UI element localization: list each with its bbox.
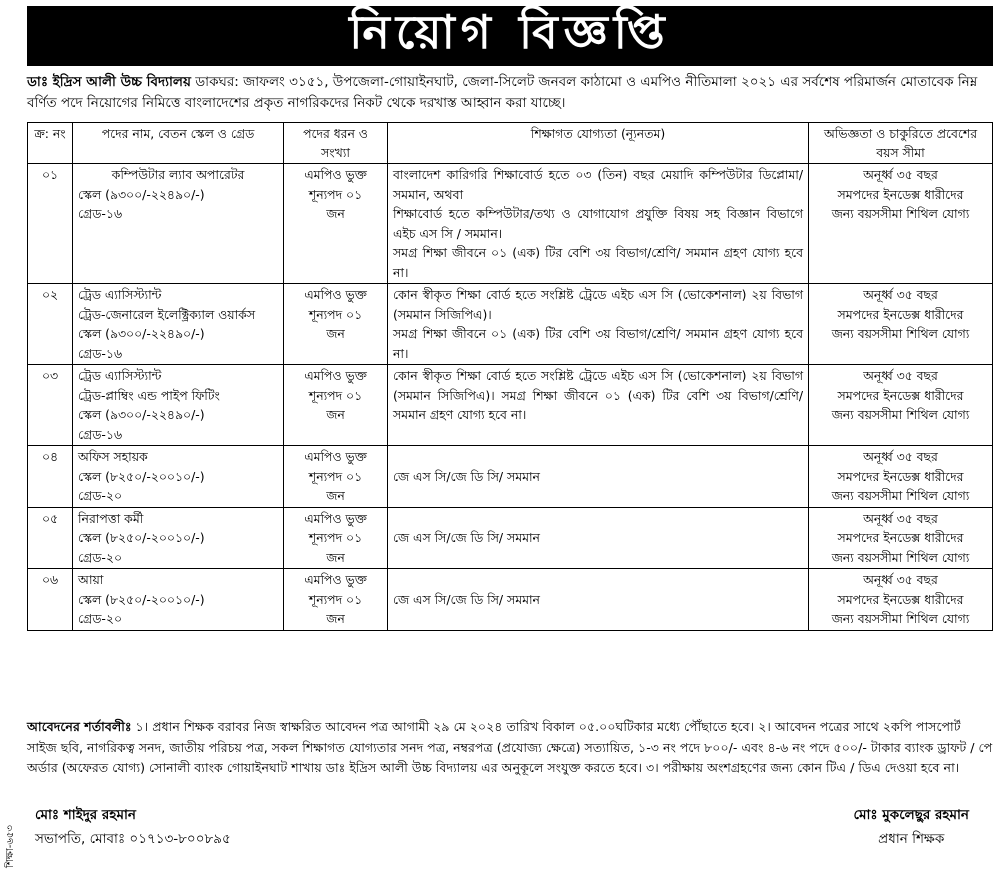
vacancy-unit: জন [326, 549, 345, 565]
qualification-cell [388, 446, 809, 508]
post-type: এমপিও ভুক্ত [304, 572, 367, 587]
conditions-label: আবেদনের শর্তাবলীঃ [27, 719, 132, 734]
vacancy-count: শূন্যপদ ০১ [308, 591, 363, 607]
age-limit-cell [809, 569, 993, 631]
signature-headmaster [853, 803, 969, 851]
qualification-text: জে এস সি/জে ডি সি/ সমমান [393, 591, 540, 607]
qualification-text: জে এস সি/জে ডি সি/ সমমান [393, 468, 540, 484]
post-type: এমপিও ভুক্ত [304, 449, 367, 464]
row-number: ০১ [28, 164, 73, 284]
signature-president [35, 803, 231, 851]
vacancy-count: শূন্যপদ ০১ [308, 387, 363, 403]
grade: গ্রেড-২০ [78, 611, 123, 626]
vacancy-unit: জন [326, 206, 345, 221]
post-type: এমপিও ভুক্ত [304, 510, 367, 526]
post-type-cell [284, 365, 388, 446]
post-cell [73, 569, 284, 631]
post-type-cell [284, 446, 388, 508]
age-limit-cell [809, 164, 993, 284]
grade: গ্রেড-১৬ [78, 345, 122, 361]
row-number: ০৫ [28, 507, 73, 569]
intro-text: ডাকঘর: জাফলং ৩১৫১, উপজেলা-গোয়াইনঘাট, জেলা-সিলেট জনবল কাঠামো ও এমপিও নীতিমালা ২০২১ এর সর্বশেষ পরিমার্জন মোতাবেক নিম্ন বর্ণিত পদে নিয়োগের নিমিত্তে বাংলাদেশের প্রকৃত নাগরিকদের নিকট থেকে দরখাস্ত আহ্বান করা যাচ্ছে। [27, 74, 978, 111]
age-relax-1: সমপদের ইনডেক্স ধারীদের [837, 591, 964, 607]
vacancy-table [27, 122, 993, 631]
post-cell [73, 507, 284, 569]
age-relax-1: সমপদের ইনডেক্স ধারীদের [837, 387, 964, 403]
post-cell [73, 365, 284, 446]
vacancy-count: শূন্যপদ ০১ [308, 468, 363, 484]
header-post: পদের নাম, বেতন স্কেল ও গ্রেড [73, 123, 284, 164]
age-limit-cell [809, 507, 993, 569]
pay-scale: স্কেল (৯৩০০/-২২৪৯০/-) [78, 326, 205, 341]
pay-scale: স্কেল (৮২৫০/-২০০১০/-) [78, 530, 205, 545]
qualification-cell [388, 284, 809, 365]
age-relax-1: সমপদের ইনডেক্স ধারীদের [837, 468, 964, 484]
row-number: ০৩ [28, 365, 73, 446]
post-type: এমপিও ভুক্ত [304, 167, 367, 182]
post-cell [73, 284, 284, 365]
qualification-text: কোন স্বীকৃত শিক্ষা বোর্ড হতে সংশ্লিষ্ট ট্রেডে এইচ এস সি (ভোকেশনাল) ২য় বিভাগ (সমমান সিজিপিএ)। [393, 287, 803, 322]
post-type: এমপিও ভুক্ত [304, 368, 367, 383]
table-row [28, 446, 993, 508]
age-limit-cell [809, 284, 993, 365]
side-code: শিক্ষা-৬৫৩ [5, 825, 16, 868]
grade: গ্রেড-২০ [78, 488, 123, 503]
age-limit: অনূর্ধ্ব ৩৫ বছর [863, 368, 938, 383]
post-type-cell [284, 569, 388, 631]
qualification-cell [388, 365, 809, 446]
vacancy-unit: জন [326, 488, 345, 503]
vacancy-count: শূন্যপদ ০১ [308, 530, 363, 545]
age-relax-1: সমপদের ইনডেক্স ধারীদের [837, 186, 964, 202]
post-type: এমপিও ভুক্ত [304, 287, 367, 302]
page-title-banner [27, 6, 993, 66]
vacancy-count: শূন্যপদ ০১ [308, 186, 363, 202]
qualification-text: সমগ্র শিক্ষা জীবনে ০১ (এক) টির বেশি ৩য় বিভাগ/শ্রেণি/ সমমান গ্রহণ যোগ্য হবে না। [393, 326, 803, 361]
age-relax-2: জন্য বয়সসীমা শিথিল যোগ্য [831, 549, 970, 565]
school-name: ডাঃ ইদ্রিস আলী উচ্চ বিদ্যালয় [27, 74, 191, 90]
age-relax-1: সমপদের ইনডেক্স ধারীদের [837, 306, 964, 322]
headmaster-title: প্রধান শিক্ষক [878, 831, 945, 847]
vacancy-unit: জন [326, 326, 345, 341]
grade: গ্রেড-২০ [78, 549, 123, 565]
qualification-text: সমগ্র শিক্ষা জীবনে ০১ (এক) টির বেশি ৩য় বিভাগ/শ্রেণি/ সমমান গ্রহণ যোগ্য হবে না। [393, 245, 803, 280]
age-relax-2: জন্য বয়সসীমা শিথিল যোগ্য [831, 326, 970, 341]
post-type-cell [284, 284, 388, 365]
table-row [28, 284, 993, 365]
post-type-cell [284, 164, 388, 284]
row-number: ০২ [28, 284, 73, 365]
qualification-cell [388, 507, 809, 569]
post-name: কম্পিউটার ল্যাব অপারেটর [111, 167, 245, 182]
grade: গ্রেড-১৬ [78, 426, 122, 442]
vacancy-unit: জন [326, 611, 345, 626]
table-row [28, 569, 993, 631]
intro-paragraph [27, 72, 993, 114]
age-relax-2: জন্য বয়সসীমা শিথিল যোগ্য [831, 407, 970, 422]
post-trade: ট্রেড-প্লাম্বিং এন্ড পাইপ ফিটিং [78, 387, 220, 403]
post-name: অফিস সহায়ক [78, 449, 148, 464]
age-limit: অনূর্ধ্ব ৩৫ বছর [863, 449, 938, 464]
qualification-text: শিক্ষাবোর্ড হতে কম্পিউটার/তথ্য ও যোগাযোগ প্রযুক্তি বিষয় সহ বিজ্ঞান বিভাগে এইচ এস সি / সমমান। [393, 206, 803, 241]
table-row [28, 507, 993, 569]
header-type: পদের ধরন ও সংখ্যা [284, 123, 388, 164]
post-type-cell [284, 507, 388, 569]
qualification-text: বাংলাদেশ কারিগরি শিক্ষাবোর্ড হতে ০৩ (তিন) বছর মেয়াদি কম্পিউটার ডিপ্লোমা/সমমান, অথবা [393, 167, 803, 202]
vacancy-unit: জন [326, 407, 345, 422]
president-title: সভাপতি, মোবাঃ ০১৭১৩-৮০০৮৯৫ [35, 831, 231, 847]
age-limit-cell [809, 365, 993, 446]
qualification-text: জে এস সি/জে ডি সি/ সমমান [393, 530, 540, 545]
post-name: আয়া [78, 572, 104, 587]
qualification-text: কোন স্বীকৃত শিক্ষা বোর্ড হতে সংশ্লিষ্ট ট্রেডে এইচ এস সি (ভোকেশনাল) ২য় বিভাগ (সমমান সিজিপিএ)। সমগ্র শিক্ষা জীবনে ০১ (এক) টির বেশি ৩য় বিভাগ/শ্রেণি/ সমমান গ্রহণ যোগ্য হবে না। [393, 368, 803, 422]
post-name: নিরাপত্তা কর্মী [78, 510, 144, 526]
post-name: ট্রেড এ্যাসিস্ট্যান্ট [78, 368, 162, 383]
table-header-row [28, 123, 993, 164]
age-limit-cell [809, 446, 993, 508]
pay-scale: স্কেল (৯৩০০/-২২৪৯০/-) [78, 407, 205, 422]
header-qualification: শিক্ষাগত যোগ্যতা (ন্যূনতম) [388, 123, 809, 164]
row-number: ০৪ [28, 446, 73, 508]
vacancy-count: শূন্যপদ ০১ [308, 306, 363, 322]
table-row [28, 164, 993, 284]
application-conditions [27, 717, 993, 779]
president-name: মোঃ শাইদুর রহমান [35, 807, 136, 823]
qualification-cell [388, 164, 809, 284]
post-name: ট্রেড এ্যাসিস্ট্যান্ট [78, 287, 162, 302]
page-title: নিয়োগ বিজ্ঞপ্তি [349, 5, 671, 59]
age-limit: অনূর্ধ্ব ৩৫ বছর [863, 510, 938, 526]
row-number: ০৬ [28, 569, 73, 631]
post-trade: ট্রেড-জেনারেল ইলেক্ট্রিক্যাল ওয়ার্কস [78, 306, 256, 322]
conditions-text: ১। প্রধান শিক্ষক বরাবর নিজ স্বাক্ষরিত আবেদন পত্র আগামী ২৯ মে ২০২৪ তারিখ বিকাল ০৫.০০ঘটিকার মধ্যে পৌঁছাতে হবে। ২। আবেদন পত্রের সাথে ২কপি পাসপোর্ট সাইজ ছবি, নাগরিকত্ব সনদ, জাতীয় পরিচয় পত্র, সকল শিক্ষাগত যোগ্যতার সনদ পত্র, নম্বরপত্র (প্রযোজ্য ক্ষেত্রে) সত্যায়িত, ১-৩ নং পদে ৮০০/- এবং ৪-৬ নং পদে ৫০০/- টাকার ব্যাংক ড্রাফট / পে অর্ডার (অফেরত যোগ্য) সোনালী ব্যাংক গোয়াইনঘাট শাখায় ডাঃ ইদ্রিস আলী উচ্চ বিদ্যালয় এর অনুকূলে সংযুক্ত করতে হবে। ৩। পরীক্ষায় অংশগ্রহণের জন্য কোন টিএ / ডিএ দেওয়া হবে না। [27, 719, 993, 775]
header-age-limit: অভিজ্ঞতা ও চাকুরিতে প্রবেশের বয়স সীমা [809, 123, 993, 164]
pay-scale: স্কেল (৯৩০০/-২২৪৯০/-) [78, 186, 205, 202]
age-limit: অনূর্ধ্ব ৩৫ বছর [863, 287, 938, 302]
grade: গ্রেড-১৬ [78, 206, 122, 221]
pay-scale: স্কেল (৮২৫০/-২০০১০/-) [78, 591, 205, 607]
age-limit: অনূর্ধ্ব ৩৫ বছর [863, 572, 938, 587]
age-limit: অনূর্ধ্ব ৩৫ বছর [863, 167, 938, 182]
age-relax-2: জন্য বয়সসীমা শিথিল যোগ্য [831, 488, 970, 503]
age-relax-1: সমপদের ইনডেক্স ধারীদের [837, 530, 964, 545]
header-no: ক্র: নং [28, 123, 73, 164]
qualification-cell [388, 569, 809, 631]
age-relax-2: জন্য বয়সসীমা শিথিল যোগ্য [831, 206, 970, 221]
post-cell [73, 446, 284, 508]
table-row [28, 365, 993, 446]
headmaster-name: মোঃ মুকলেছুর রহমান [853, 807, 969, 823]
pay-scale: স্কেল (৮২৫০/-২০০১০/-) [78, 468, 205, 484]
post-cell [73, 164, 284, 284]
age-relax-2: জন্য বয়সসীমা শিথিল যোগ্য [831, 611, 970, 626]
